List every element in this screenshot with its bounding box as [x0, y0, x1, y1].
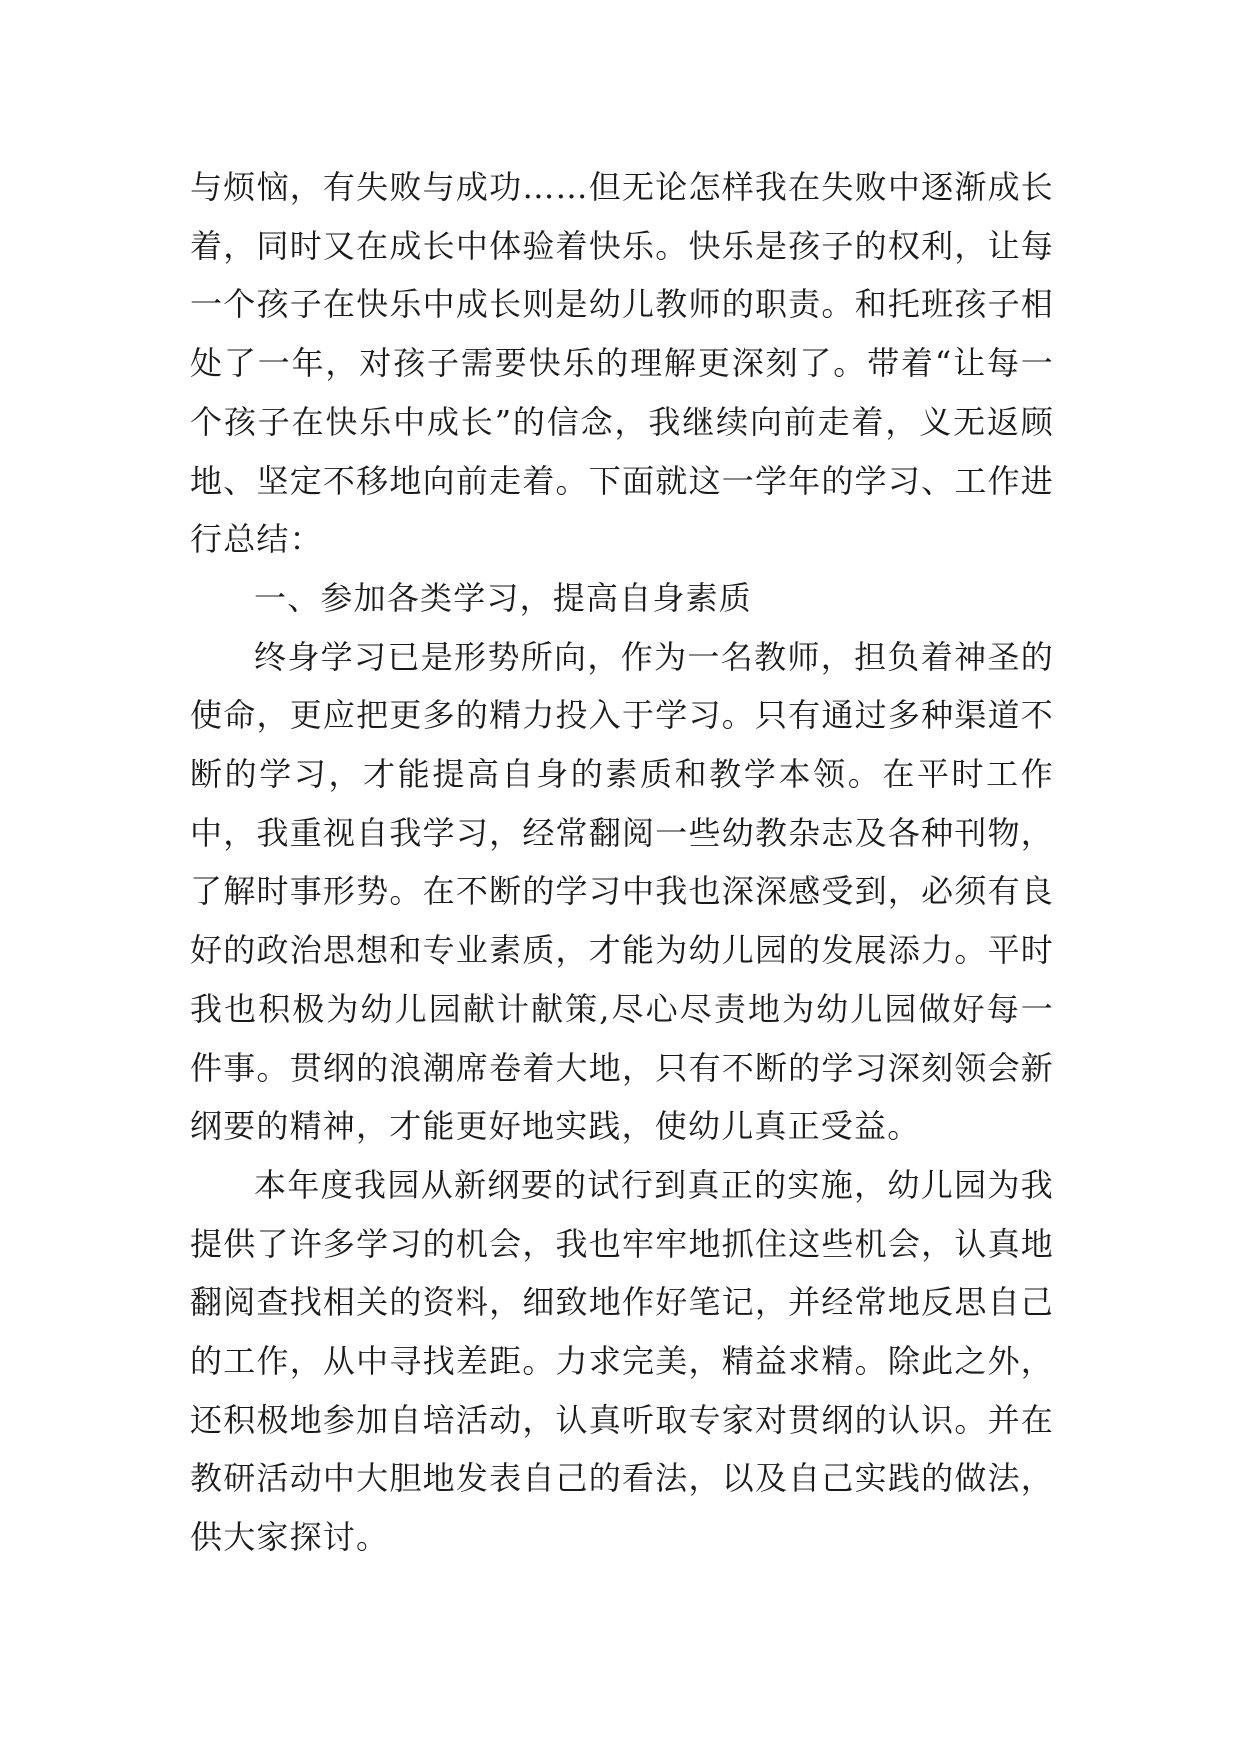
document-body — [190, 158, 1054, 1567]
paragraph-continuation: 与烦恼，有失败与成功……但无论怎样我在失败中逐渐成长着，同时又在成长中体验着快乐。快乐是孩子的权利，让每一个孩子在快乐中成长则是幼儿教师的职责。和托班孩子相处了一年，对孩子需要快乐的理解更深刻了。带着“让每一个孩子在快乐中成长”的信念，我继续向前走着，义无返顾地、坚定不移地向前走着。下面就这一学年的学习、工作进行总结： — [190, 168, 1054, 559]
section-heading: 一、参加各类学习，提高自身素质 — [254, 578, 753, 617]
paragraph-body: 本年度我园从新纲要的试行到真正的实施，幼儿园为我提供了许多学习的机会，我也牢牢地抓住这些机会，认真地翻阅查找相关的资料，细致地作好笔记，并经常地反思自己的工作，从中寻找差距。力求完美，精益求精。除此之外，还积极地参加自培活动，认真听取专家对贯纲的认识。并在教研活动中大胆地发表自己的看法，以及自己实践的做法，供大家探讨。 — [190, 1165, 1054, 1557]
paragraph-body: 终身学习已是形势所向，作为一名教师，担负着神圣的使命，更应把更多的精力投入于学习。只有通过多种渠道不断的学习，才能提高自身的素质和教学本领。在平时工作中，我重视自我学习，经常翻阅一些幼教杂志及各种刊物，了解时事形势。在不断的学习中我也深深感受到，必须有良好的政治思想和专业素质，才能为幼儿园的发展添力。平时我也积极为幼儿园献计献策,尽心尽责地为幼儿园做好每一件事。贯纲的浪潮席卷着大地，只有不断的学习深刻领会新纲要的精神，才能更好地实践，使幼儿真正受益。 — [190, 637, 1054, 1146]
